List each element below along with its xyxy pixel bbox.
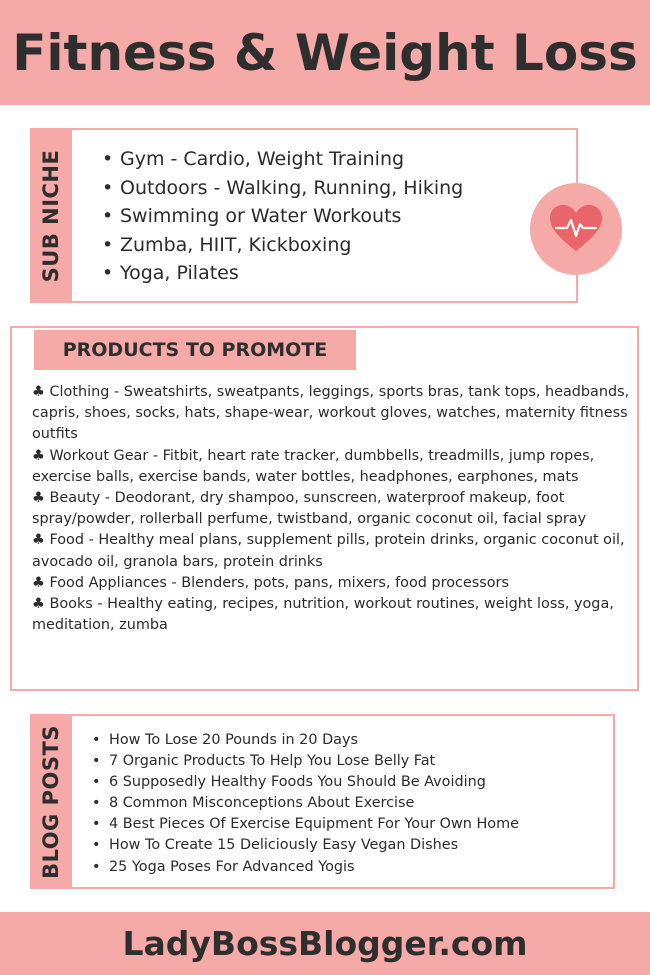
sub-niche-panel <box>30 128 578 303</box>
blog-post-item: • 4 Best Pieces Of Exercise Equipment For Your Own Home <box>92 814 519 835</box>
product-item: ♣ Food Appliances - Blenders, pots, pans, mixers, food processors <box>32 573 632 594</box>
blog-posts-list <box>92 730 519 878</box>
sub-niche-label: SUB NICHE <box>39 149 63 282</box>
blog-post-item: • How To Create 15 Deliciously Easy Vegan Dishes <box>92 835 519 856</box>
product-item: ♣ Beauty - Deodorant, dry shampoo, sunscreen, waterproof makeup, foot spray/powder, rollerball perfume, twistband, organic coconut oil, facial spray <box>32 488 632 530</box>
blog-post-item: • 8 Common Misconceptions About Exercise <box>92 793 519 814</box>
product-item: ♣ Workout Gear - Fitbit, heart rate tracker, dumbbells, treadmills, jump ropes, exercise balls, exercise bands, water bottles, headphones, earphones, mats <box>32 446 632 488</box>
blog-posts-label: BLOG POSTS <box>39 724 63 879</box>
footer-banner <box>0 912 650 975</box>
product-item: ♣ Books - Healthy eating, recipes, nutrition, workout routines, weight loss, yoga, meditation, zumba <box>32 594 632 636</box>
list-item: • Gym - Cardio, Weight Training <box>102 145 463 174</box>
sub-niche-sidebar <box>30 128 72 303</box>
list-item: • Swimming or Water Workouts <box>102 202 463 231</box>
blog-posts-panel <box>30 714 615 889</box>
products-label: PRODUCTS TO PROMOTE <box>34 330 356 370</box>
blog-post-item: • How To Lose 20 Pounds in 20 Days <box>92 730 519 751</box>
products-list <box>32 382 632 636</box>
list-item: • Outdoors - Walking, Running, Hiking <box>102 174 463 203</box>
product-item: ♣ Clothing - Sweatshirts, sweatpants, leggings, sports bras, tank tops, headbands, capris, shoes, socks, hats, shape-wear, workout gloves, watches, maternity fitness outfits <box>32 382 632 446</box>
blog-post-item: • 25 Yoga Poses For Advanced Yogis <box>92 857 519 878</box>
header-banner <box>0 0 650 105</box>
blog-posts-sidebar <box>30 714 72 889</box>
site-name: LadyBossBlogger.com <box>122 924 528 963</box>
list-item: • Zumba, HIIT, Kickboxing <box>102 231 463 260</box>
blog-post-item: • 7 Organic Products To Help You Lose Belly Fat <box>92 751 519 772</box>
page-title: Fitness & Weight Loss <box>12 23 638 82</box>
sub-niche-list <box>102 145 463 288</box>
products-panel <box>10 326 639 691</box>
list-item: • Yoga, Pilates <box>102 259 463 288</box>
blog-post-item: • 6 Supposedly Healthy Foods You Should Be Avoiding <box>92 772 519 793</box>
heart-rate-icon <box>530 183 622 275</box>
product-item: ♣ Food - Healthy meal plans, supplement pills, protein drinks, organic coconut oil, avocado oil, granola bars, protein drinks <box>32 530 632 572</box>
